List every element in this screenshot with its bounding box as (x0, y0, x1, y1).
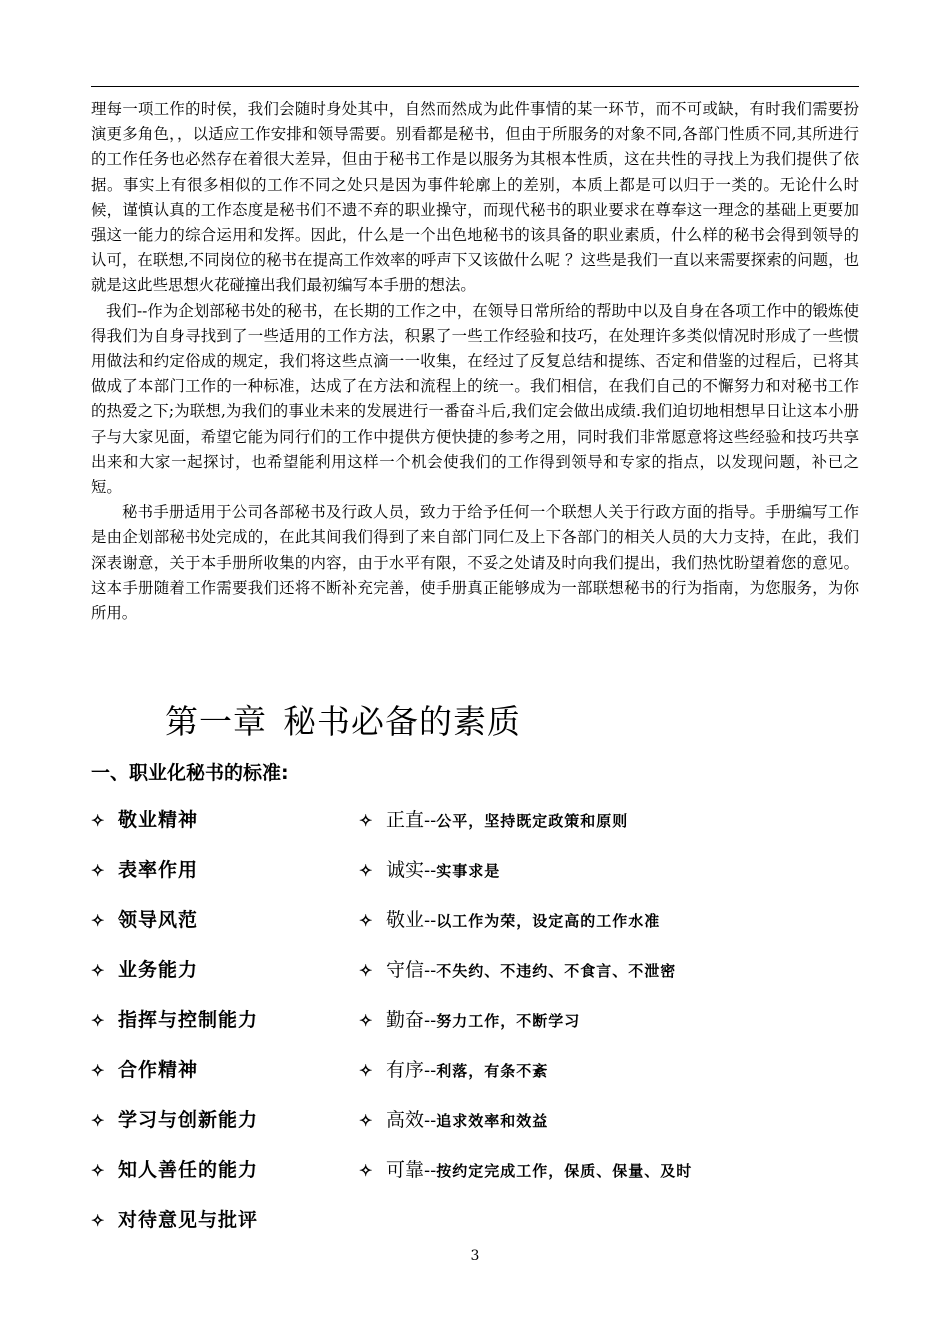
paragraph-3: 秘书手册适用于公司各部秘书及行政人员，致力于给予任何一个联想人关于行政方面的指导。手册编写工作是由企划部秘书处完成的，在此其间我们得到了来自部门同仁及上下各部门的相关人员的大力支持，在此，我们深表谢意，关于本手册所收集的内容，由于水平有限，不妥之处请及时向我们提出，我们热忱盼望着您的意见。这本手册随着工作需要我们还将不断补充完善，使手册真正能够成为一部联想秘书的行为指南，为您服务，为你所用。 (91, 503, 859, 623)
preface-text (91, 97, 859, 626)
sparkle-bullet-icon: ✧ (91, 861, 105, 880)
quality-item: ✧ 合作精神 (91, 1055, 198, 1085)
sparkle-bullet-icon: ✧ (91, 1061, 105, 1080)
chapter-heading (165, 696, 521, 743)
quality-item: ✧ 学习与创新能力 (91, 1105, 258, 1135)
value-item: ✧ 正直--公平，坚持既定政策和原则 (359, 805, 628, 835)
quality-item: ✧ 表率作用 (91, 855, 198, 885)
quality-item: ✧ 领导风范 (91, 905, 198, 935)
sparkle-bullet-icon: ✧ (359, 1161, 373, 1180)
sparkle-bullet-icon: ✧ (359, 1111, 373, 1130)
value-item: ✧ 高效--追求效率和效益 (359, 1105, 548, 1135)
sparkle-bullet-icon: ✧ (91, 1161, 105, 1180)
quality-item: ✧ 知人善任的能力 (91, 1155, 258, 1185)
sparkle-bullet-icon: ✧ (91, 811, 105, 830)
sparkle-bullet-icon: ✧ (91, 911, 105, 930)
sparkle-bullet-icon: ✧ (91, 1111, 105, 1130)
sparkle-bullet-icon: ✧ (359, 911, 373, 930)
sparkle-bullet-icon: ✧ (359, 961, 373, 980)
page-number: 3 (470, 1248, 480, 1264)
value-item: ✧ 可靠--按约定完成工作，保质、保量、及时 (359, 1155, 692, 1185)
paragraph-2: 我们--作为企划部秘书处的秘书，在长期的工作之中，在领导日常所给的帮助中以及自身在各项工作中的锻炼使得我们为自身寻找到了一些适用的工作方法，积累了一些工作经验和技巧，在处理许多类似情况时形成了一些惯用做法和约定俗成的规定，我们将这些点滴一一收集，在经过了反复总结和提练、否定和借鉴的过程后，已将其做成了本部门工作的一种标准，达成了在方法和流程上的统一。我们相信，在我们自己的不懈努力和对秘书工作的热爱之下;为联想,为我们的事业未来的发展进行一番奋斗后,我们定会做出成绩.我们迫切地相想早日让这本小册子与大家见面，希望它能为同行们的工作中提供方便快捷的参考之用，同时我们非常愿意将这些经验和技巧共享出来和大家一起探讨，也希望能利用这样一个机会使我们的工作得到领导和专家的指点，以发现问题，补已之短。 (91, 301, 859, 497)
chapter-title: 秘书必备的素质 (283, 702, 521, 741)
sparkle-bullet-icon: ✧ (359, 861, 373, 880)
quality-item: ✧ 指挥与控制能力 (91, 1005, 258, 1035)
value-item: ✧ 诚实--实事求是 (359, 855, 500, 885)
section-heading: 一、职业化秘书的标准: (91, 762, 289, 784)
chapter-number: 第一章 (165, 702, 267, 741)
value-item: ✧ 有序--利落，有条不紊 (359, 1055, 548, 1085)
quality-item: ✧ 敬业精神 (91, 805, 198, 835)
sparkle-bullet-icon: ✧ (359, 1011, 373, 1030)
value-item: ✧ 守信--不失约、不违约、不食言、不泄密 (359, 955, 676, 985)
value-item: ✧ 勤奋--努力工作，不断学习 (359, 1005, 580, 1035)
quality-item: ✧ 业务能力 (91, 955, 198, 985)
sparkle-bullet-icon: ✧ (91, 1211, 105, 1230)
value-item: ✧ 敬业--以工作为荣，设定高的工作水准 (359, 905, 660, 935)
header-rule (91, 86, 859, 87)
paragraph-1: 理每一项工作的时侯，我们会随时身处其中，自然而然成为此件事情的某一环节，而不可或缺，有时我们需要扮演更多角色，，以适应工作安排和领导需要。别看都是秘书，但由于所服务的对象不同,各部门性质不同,其所进行的工作任务也必然存在着很大差异，但由于秘书工作是以服务为其根本性质，这在共性的寻找上为我们提供了依据。事实上有很多相似的工作不同之处只是因为事件轮廓上的差别，本质上都是可以归于一类的。无论什么时候，谨慎认真的工作态度是秘书们不遗不弃的职业操守，而现代秘书的职业要求在尊奉这一理念的基础上更要加强这一能力的综合运用和发挥。因此，什么是一个出色地秘书的该具备的职业素质，什么样的秘书会得到领导的认可，在联想,不同岗位的秘书在提高工作效率的呼声下又该做什么呢 ？这些是我们一直以来需要探索的问题，也就是这此些思想火花碰撞出我们最初编写本手册的想法。 (91, 100, 859, 295)
sparkle-bullet-icon: ✧ (91, 1011, 105, 1030)
sparkle-bullet-icon: ✧ (359, 811, 373, 830)
quality-item: ✧ 对待意见与批评 (91, 1205, 258, 1235)
sparkle-bullet-icon: ✧ (359, 1061, 373, 1080)
sparkle-bullet-icon: ✧ (91, 961, 105, 980)
